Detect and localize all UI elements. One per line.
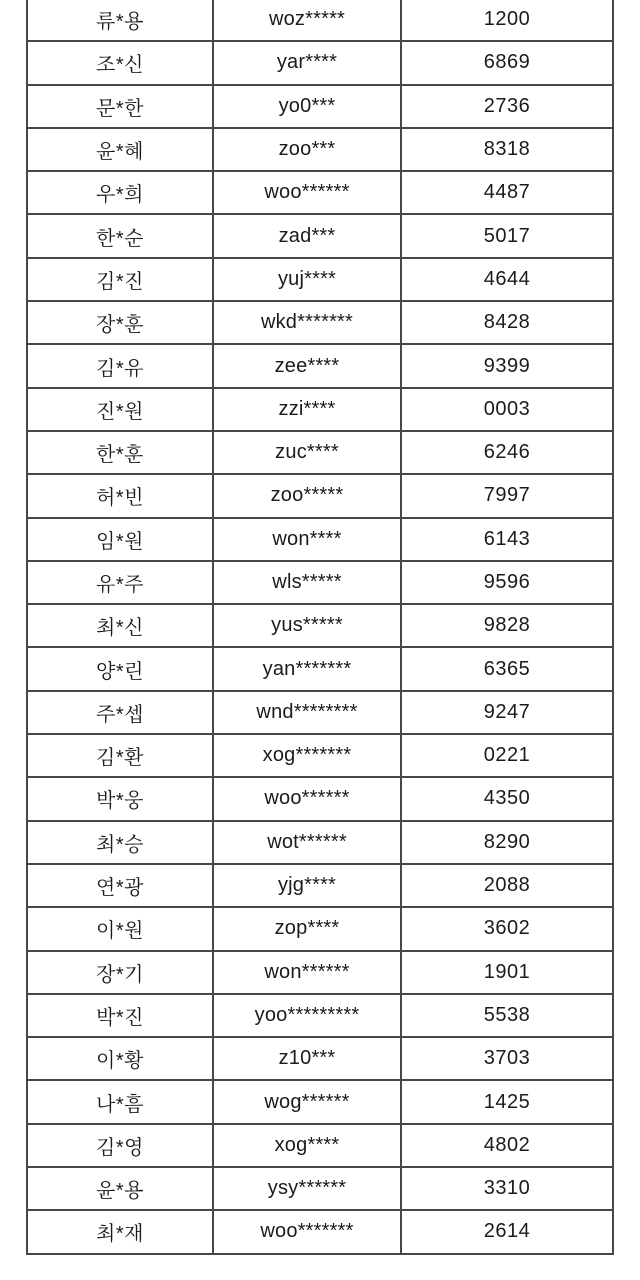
masked-id-cell: wnd******** bbox=[213, 691, 401, 734]
code-cell: 4802 bbox=[401, 1124, 613, 1167]
code-cell: 5538 bbox=[401, 994, 613, 1037]
masked-id-cell: won****** bbox=[213, 951, 401, 994]
code-cell: 1901 bbox=[401, 951, 613, 994]
table-row bbox=[27, 85, 613, 128]
table-row bbox=[27, 388, 613, 431]
code-cell: 3310 bbox=[401, 1167, 613, 1210]
winner-table bbox=[26, 0, 614, 1255]
masked-name-cell: 윤*혜 bbox=[27, 128, 213, 171]
code-cell: 9399 bbox=[401, 344, 613, 387]
masked-id-cell: xog**** bbox=[213, 1124, 401, 1167]
masked-id-cell: woo****** bbox=[213, 777, 401, 820]
masked-name-cell: 최*신 bbox=[27, 604, 213, 647]
table-row bbox=[27, 1167, 613, 1210]
table-row bbox=[27, 0, 613, 41]
masked-name-cell: 류*용 bbox=[27, 0, 213, 41]
code-cell: 4644 bbox=[401, 258, 613, 301]
code-cell: 4350 bbox=[401, 777, 613, 820]
code-cell: 2736 bbox=[401, 85, 613, 128]
masked-name-cell: 김*영 bbox=[27, 1124, 213, 1167]
code-cell: 1425 bbox=[401, 1080, 613, 1123]
code-cell: 2088 bbox=[401, 864, 613, 907]
table-row bbox=[27, 734, 613, 777]
code-cell: 8428 bbox=[401, 301, 613, 344]
code-cell: 8318 bbox=[401, 128, 613, 171]
code-cell: 9596 bbox=[401, 561, 613, 604]
masked-name-cell: 연*광 bbox=[27, 864, 213, 907]
table-row bbox=[27, 1210, 613, 1253]
table-row bbox=[27, 128, 613, 171]
masked-name-cell: 장*훈 bbox=[27, 301, 213, 344]
masked-name-cell: 조*신 bbox=[27, 41, 213, 84]
masked-id-cell: wls***** bbox=[213, 561, 401, 604]
masked-id-cell: wot****** bbox=[213, 821, 401, 864]
code-cell: 9828 bbox=[401, 604, 613, 647]
masked-id-cell: yoo********* bbox=[213, 994, 401, 1037]
code-cell: 1200 bbox=[401, 0, 613, 41]
masked-id-cell: z10*** bbox=[213, 1037, 401, 1080]
table-row bbox=[27, 171, 613, 214]
table-row bbox=[27, 821, 613, 864]
table-row bbox=[27, 1080, 613, 1123]
table-row bbox=[27, 301, 613, 344]
masked-name-cell: 한*훈 bbox=[27, 431, 213, 474]
code-cell: 6246 bbox=[401, 431, 613, 474]
masked-name-cell: 양*린 bbox=[27, 647, 213, 690]
masked-id-cell: zad*** bbox=[213, 214, 401, 257]
code-cell: 0221 bbox=[401, 734, 613, 777]
masked-name-cell: 최*재 bbox=[27, 1210, 213, 1253]
table-row bbox=[27, 474, 613, 517]
masked-name-cell: 한*순 bbox=[27, 214, 213, 257]
masked-id-cell: yo0*** bbox=[213, 85, 401, 128]
masked-name-cell: 장*기 bbox=[27, 951, 213, 994]
code-cell: 8290 bbox=[401, 821, 613, 864]
table-row bbox=[27, 994, 613, 1037]
masked-name-cell: 주*셉 bbox=[27, 691, 213, 734]
masked-name-cell: 박*웅 bbox=[27, 777, 213, 820]
table-row bbox=[27, 907, 613, 950]
code-cell: 4487 bbox=[401, 171, 613, 214]
table-row bbox=[27, 1124, 613, 1167]
table-row bbox=[27, 41, 613, 84]
masked-id-cell: wkd******* bbox=[213, 301, 401, 344]
table-row bbox=[27, 691, 613, 734]
masked-name-cell: 문*한 bbox=[27, 85, 213, 128]
masked-id-cell: yan******* bbox=[213, 647, 401, 690]
masked-name-cell: 허*빈 bbox=[27, 474, 213, 517]
masked-id-cell: woo****** bbox=[213, 171, 401, 214]
masked-name-cell: 최*승 bbox=[27, 821, 213, 864]
masked-name-cell: 우*희 bbox=[27, 171, 213, 214]
code-cell: 3703 bbox=[401, 1037, 613, 1080]
masked-name-cell: 유*주 bbox=[27, 561, 213, 604]
masked-id-cell: zoo*** bbox=[213, 128, 401, 171]
masked-id-cell: woz***** bbox=[213, 0, 401, 41]
masked-name-cell: 김*유 bbox=[27, 344, 213, 387]
code-cell: 9247 bbox=[401, 691, 613, 734]
masked-id-cell: yus***** bbox=[213, 604, 401, 647]
masked-name-cell: 임*원 bbox=[27, 518, 213, 561]
masked-id-cell: zop**** bbox=[213, 907, 401, 950]
masked-name-cell: 이*황 bbox=[27, 1037, 213, 1080]
masked-id-cell: yjg**** bbox=[213, 864, 401, 907]
masked-name-cell: 김*진 bbox=[27, 258, 213, 301]
code-cell: 6143 bbox=[401, 518, 613, 561]
masked-id-cell: xog******* bbox=[213, 734, 401, 777]
table-row bbox=[27, 647, 613, 690]
table-row bbox=[27, 214, 613, 257]
code-cell: 6365 bbox=[401, 647, 613, 690]
winner-table-body bbox=[27, 0, 613, 1254]
table-row bbox=[27, 777, 613, 820]
masked-id-cell: zoo***** bbox=[213, 474, 401, 517]
masked-name-cell: 나*흠 bbox=[27, 1080, 213, 1123]
table-row bbox=[27, 518, 613, 561]
masked-name-cell: 박*진 bbox=[27, 994, 213, 1037]
masked-id-cell: woo******* bbox=[213, 1210, 401, 1253]
masked-id-cell: zzi**** bbox=[213, 388, 401, 431]
table-row bbox=[27, 604, 613, 647]
masked-id-cell: ysy****** bbox=[213, 1167, 401, 1210]
table-row bbox=[27, 951, 613, 994]
masked-name-cell: 이*원 bbox=[27, 907, 213, 950]
masked-name-cell: 진*원 bbox=[27, 388, 213, 431]
masked-id-cell: zee**** bbox=[213, 344, 401, 387]
masked-id-cell: wog****** bbox=[213, 1080, 401, 1123]
masked-id-cell: yuj**** bbox=[213, 258, 401, 301]
table-row bbox=[27, 1037, 613, 1080]
code-cell: 3602 bbox=[401, 907, 613, 950]
masked-id-cell: yar**** bbox=[213, 41, 401, 84]
code-cell: 6869 bbox=[401, 41, 613, 84]
masked-name-cell: 김*환 bbox=[27, 734, 213, 777]
code-cell: 7997 bbox=[401, 474, 613, 517]
masked-id-cell: won**** bbox=[213, 518, 401, 561]
table-row bbox=[27, 864, 613, 907]
table-row bbox=[27, 344, 613, 387]
table-row bbox=[27, 561, 613, 604]
masked-id-cell: zuc**** bbox=[213, 431, 401, 474]
code-cell: 2614 bbox=[401, 1210, 613, 1253]
masked-name-cell: 윤*용 bbox=[27, 1167, 213, 1210]
code-cell: 0003 bbox=[401, 388, 613, 431]
table-row bbox=[27, 258, 613, 301]
table-row bbox=[27, 431, 613, 474]
code-cell: 5017 bbox=[401, 214, 613, 257]
